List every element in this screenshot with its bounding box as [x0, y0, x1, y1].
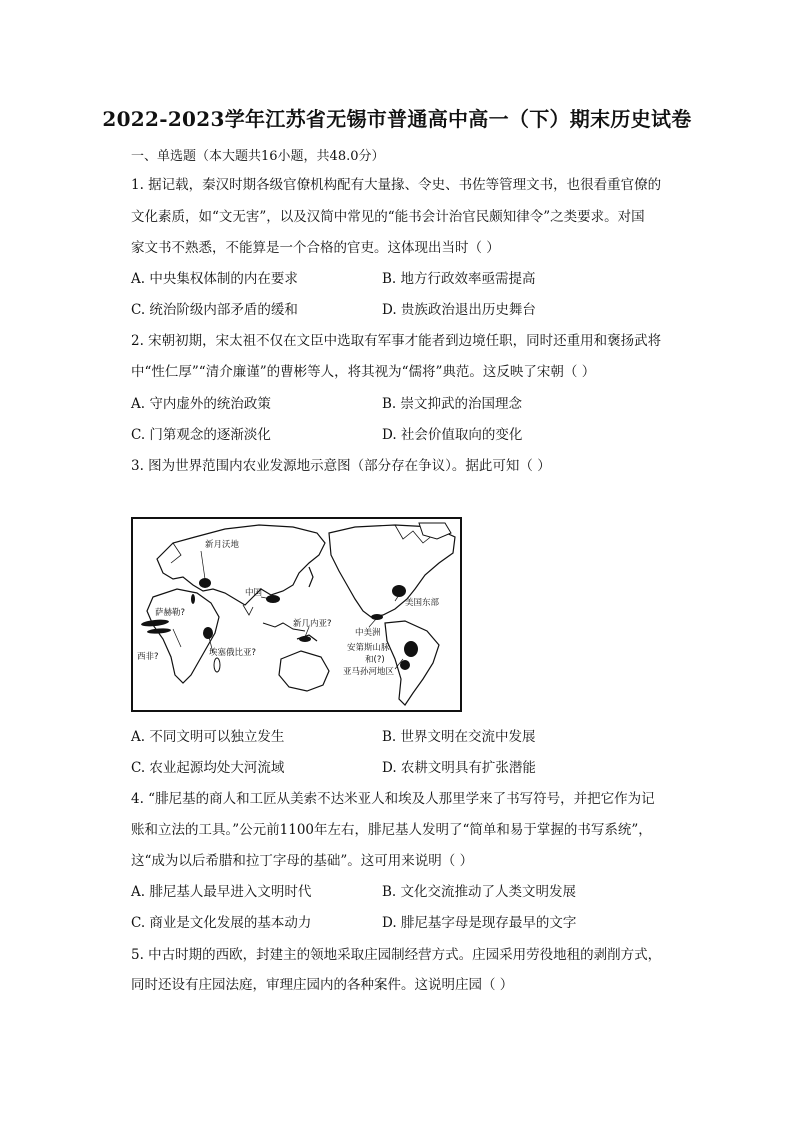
origin-amazon: [400, 660, 410, 670]
origin-andes: [404, 641, 418, 657]
label-andes-1: 安第斯山脉: [347, 643, 390, 653]
q2-line-1: 2. 宋朝初期，宋太祖不仅在文臣中选取有军事才能者到边境任职，同时还重用和褒扬武将: [131, 333, 662, 349]
origin-china: [266, 595, 280, 603]
q1-option-b[interactable]: B. 地方行政效率亟需提高: [382, 271, 536, 287]
q3-line-1: 3. 图为世界范围内农业发源地示意图（部分存在争议）。据此可知（ ）: [131, 458, 551, 474]
q4-line-1: 4. “腓尼基的商人和工匠从美索不达米亚人和埃及人那里学来了书写符号，并把它作为记: [131, 791, 655, 807]
label-new-guinea: 新几内亚?: [293, 619, 332, 629]
q1-line-3: 家文书不熟悉，不能算是一个合格的官吏。这体现出当时（ ）: [131, 240, 500, 256]
label-west-africa: 西非?: [137, 652, 159, 662]
q5-line-2: 同时还设有庄园法庭，审理庄园内的各种案件。这说明庄园（ ）: [131, 977, 514, 993]
q2-option-d[interactable]: D. 社会价值取向的变化: [382, 427, 523, 443]
q4-line-3: 这“成为以后希腊和拉丁字母的基础”。这可用来说明（ ）: [131, 853, 474, 869]
q2-line-2: 中“性仁厚”“清介廉谨”的曹彬等人，将其视为“儒将”典范。这反映了宋朝（ ）: [131, 364, 596, 380]
q1-line-2: 文化素质，如“文无害”，以及汉简中常见的“能书会计治官民颇知律令”之类要求。对国: [131, 209, 645, 225]
australia-shape: [279, 651, 329, 691]
label-sahel: 萨赫勒?: [155, 608, 186, 618]
label-china: 中国: [245, 588, 263, 598]
origin-fertile-crescent: [199, 578, 211, 588]
label-andes-3: 亚马孙河地区: [343, 667, 395, 677]
label-ethiopia: 埃塞俄比亚?: [209, 648, 257, 658]
label-andes-2: 和(?): [365, 655, 385, 665]
q5-line-1: 5. 中古时期的西欧，封建主的领地采取庄园制经营方式。庄园采用劳役地租的剥削方式，: [131, 947, 662, 963]
q4-option-d[interactable]: D. 腓尼基字母是现存最早的文字: [382, 915, 577, 931]
q2-option-c[interactable]: C. 门第观念的逐渐淡化: [131, 427, 271, 443]
world-agriculture-origin-map: [131, 517, 462, 712]
q1-option-d[interactable]: D. 贵族政治退出历史舞台: [382, 302, 536, 318]
section-heading: 一、单选题（本大题共16小题，共48.0分）: [131, 149, 385, 164]
exam-title: 2022-2023学年江苏省无锡市普通高中高一（下）期末历史试卷: [102, 107, 692, 131]
label-east-us: 美国东部: [405, 598, 440, 608]
q3-option-b[interactable]: B. 世界文明在交流中发展: [382, 729, 536, 745]
label-fertile-crescent: 新月沃地: [205, 540, 240, 550]
q3-option-d[interactable]: D. 农耕文明具有扩张潜能: [382, 760, 536, 776]
q1-line-1: 1. 据记载，秦汉时期各级官僚机构配有大量掾、令史、书佐等管理文书，也很看重官僚的: [131, 177, 662, 193]
origin-mesoamerica: [371, 614, 383, 620]
q4-option-b[interactable]: B. 文化交流推动了人类文明发展: [382, 884, 577, 900]
south-america-shape: [385, 621, 439, 705]
label-mesoamerica: 中美洲: [355, 628, 381, 638]
q1-option-a[interactable]: A. 中央集权体制的内在要求: [131, 271, 298, 287]
q2-option-b[interactable]: B. 崇文抑武的治国理念: [382, 396, 523, 412]
q2-option-a[interactable]: A. 守内虚外的统治政策: [131, 396, 271, 412]
q3-option-a[interactable]: A. 不同文明可以独立发生: [131, 729, 285, 745]
q3-option-c[interactable]: C. 农业起源均处大河流域: [131, 760, 285, 776]
q4-line-2: 账和立法的工具。”公元前1100年左右，腓尼基人发明了“简单和易于掌握的书写系统”，: [131, 822, 652, 838]
q4-option-a[interactable]: A. 腓尼基人最早进入文明时代: [131, 884, 312, 900]
origin-ethiopia: [203, 627, 213, 639]
q4-option-c[interactable]: C. 商业是文化发展的基本动力: [131, 915, 312, 931]
q1-option-c[interactable]: C. 统治阶级内部矛盾的缓和: [131, 302, 298, 318]
